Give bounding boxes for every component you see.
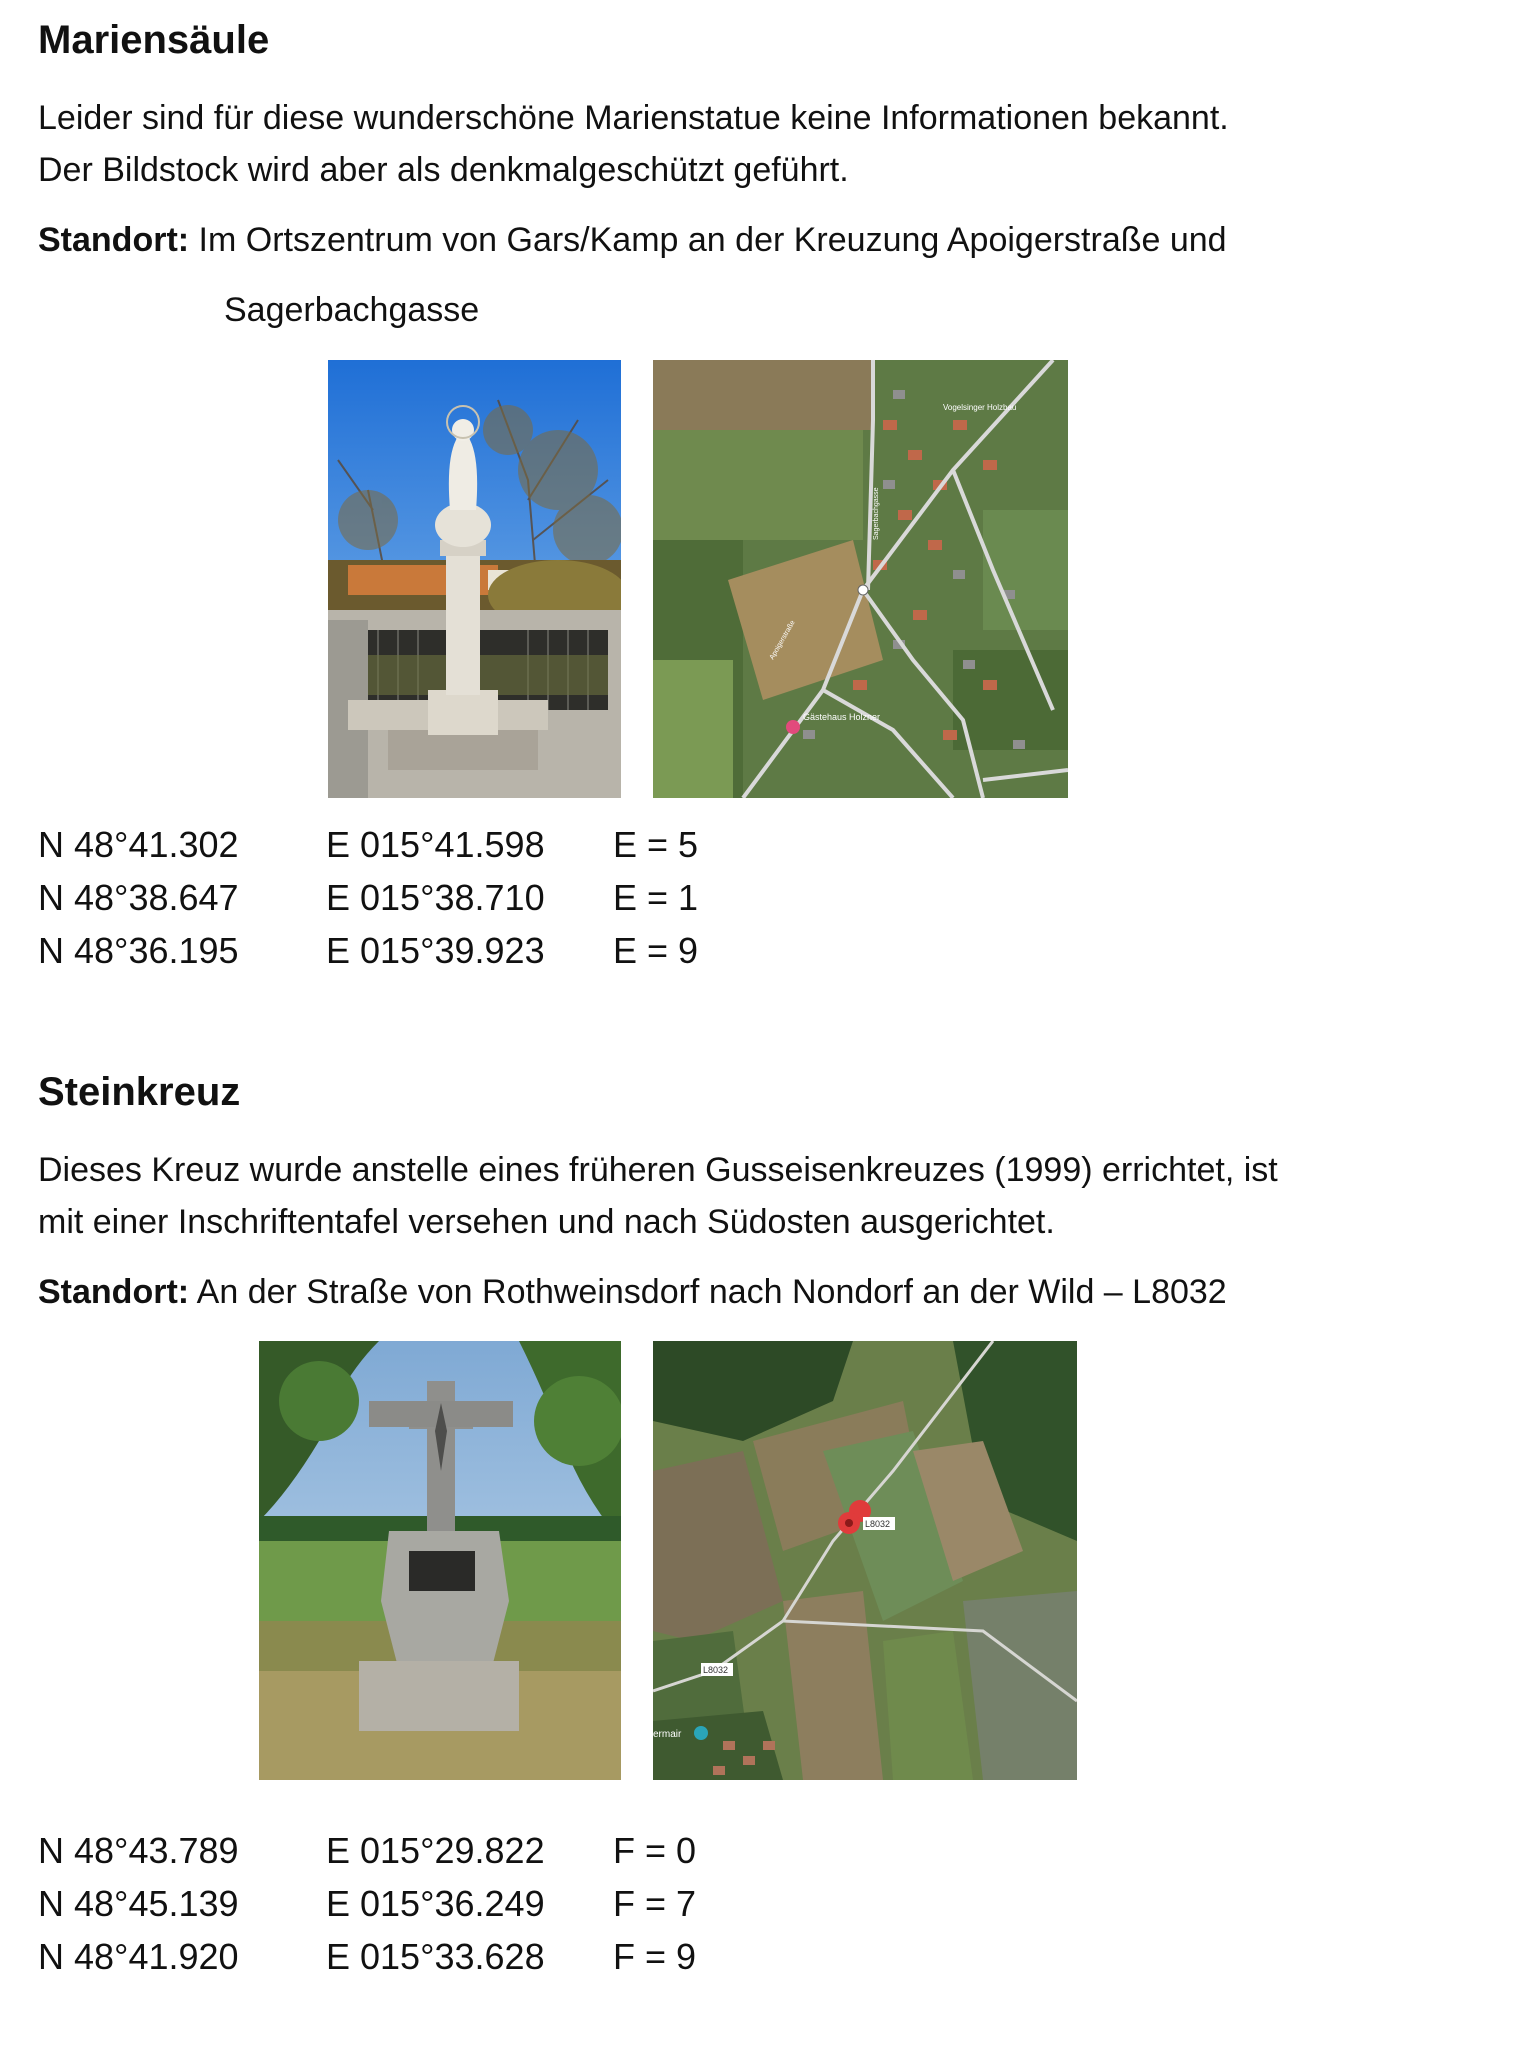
coordinates-steinkreuz xyxy=(38,1824,838,1983)
latitude: N 48°36.195 xyxy=(38,930,239,971)
longitude: E 015°41.598 xyxy=(326,824,545,865)
variable: F = 9 xyxy=(613,1936,697,1977)
coordinate-row xyxy=(38,1930,838,1983)
longitude: E 015°36.249 xyxy=(326,1883,545,1924)
coordinates-mariensaeule xyxy=(38,818,838,977)
coordinate-row xyxy=(38,924,838,977)
section-title-steinkreuz: Steinkreuz xyxy=(38,1070,241,1114)
location-mariensaeule xyxy=(38,214,1227,266)
location-label: Standort: xyxy=(38,1273,190,1311)
longitude: E 015°38.710 xyxy=(326,877,545,918)
photo-marian-column xyxy=(328,360,621,798)
location-steinkreuz xyxy=(38,1266,1227,1318)
map-label: Sagerbachgasse xyxy=(873,487,880,540)
variable: E = 5 xyxy=(613,824,699,865)
description-line: Der Bildstock wird aber als denkmalgeschützt geführt. xyxy=(38,151,849,189)
description-line: Leider sind für diese wunderschöne Marienstatue keine Informationen bekannt. xyxy=(38,99,1229,137)
latitude: N 48°41.302 xyxy=(38,824,239,865)
description-line: mit einer Inschriftentafel versehen und nach Südosten ausgerichtet. xyxy=(38,1203,1055,1241)
description-line: Dieses Kreuz wurde anstelle eines früheren Gusseisenkreuzes (1999) errichtet, ist xyxy=(38,1151,1278,1189)
variable: E = 1 xyxy=(613,877,699,918)
coordinate-row xyxy=(38,818,838,871)
coordinate-row xyxy=(38,1824,838,1877)
coordinate-row xyxy=(38,871,838,924)
location-continuation: Sagerbachgasse xyxy=(224,291,480,329)
map-gars-kamp xyxy=(653,360,1068,798)
latitude: N 48°45.139 xyxy=(38,1883,239,1924)
variable: E = 9 xyxy=(613,930,699,971)
map-label: Vogelsinger Holzbau xyxy=(943,403,1017,412)
latitude: N 48°38.647 xyxy=(38,877,239,918)
map-label: Apoigerstraße xyxy=(768,619,797,661)
longitude: E 015°29.822 xyxy=(326,1830,545,1871)
section-title-mariensaeule: Mariensäule xyxy=(38,18,270,62)
coordinate-row xyxy=(38,1877,838,1930)
location-text: An der Straße von Rothweinsdorf nach Nondorf an der Wild – L8032 xyxy=(196,1273,1227,1311)
longitude: E 015°39.923 xyxy=(326,930,545,971)
map-l8032 xyxy=(653,1341,1077,1780)
variable: F = 0 xyxy=(613,1830,697,1871)
longitude: E 015°33.628 xyxy=(326,1936,545,1977)
map-label: Gästehaus Holzner xyxy=(803,712,881,722)
description-mariensaeule xyxy=(38,92,1508,196)
location-text: Im Ortszentrum von Gars/Kamp an der Kreuzung Apoigerstraße und xyxy=(198,221,1227,259)
map-label: L8032 xyxy=(865,1519,891,1529)
latitude: N 48°43.789 xyxy=(38,1830,239,1871)
description-steinkreuz xyxy=(38,1144,1508,1248)
latitude: N 48°41.920 xyxy=(38,1936,239,1977)
variable: F = 7 xyxy=(613,1883,697,1924)
location-label: Standort: xyxy=(38,221,190,259)
map-label: ermair xyxy=(653,1729,682,1740)
photo-stone-cross xyxy=(259,1341,621,1780)
map-label: L8032 xyxy=(703,1665,729,1675)
